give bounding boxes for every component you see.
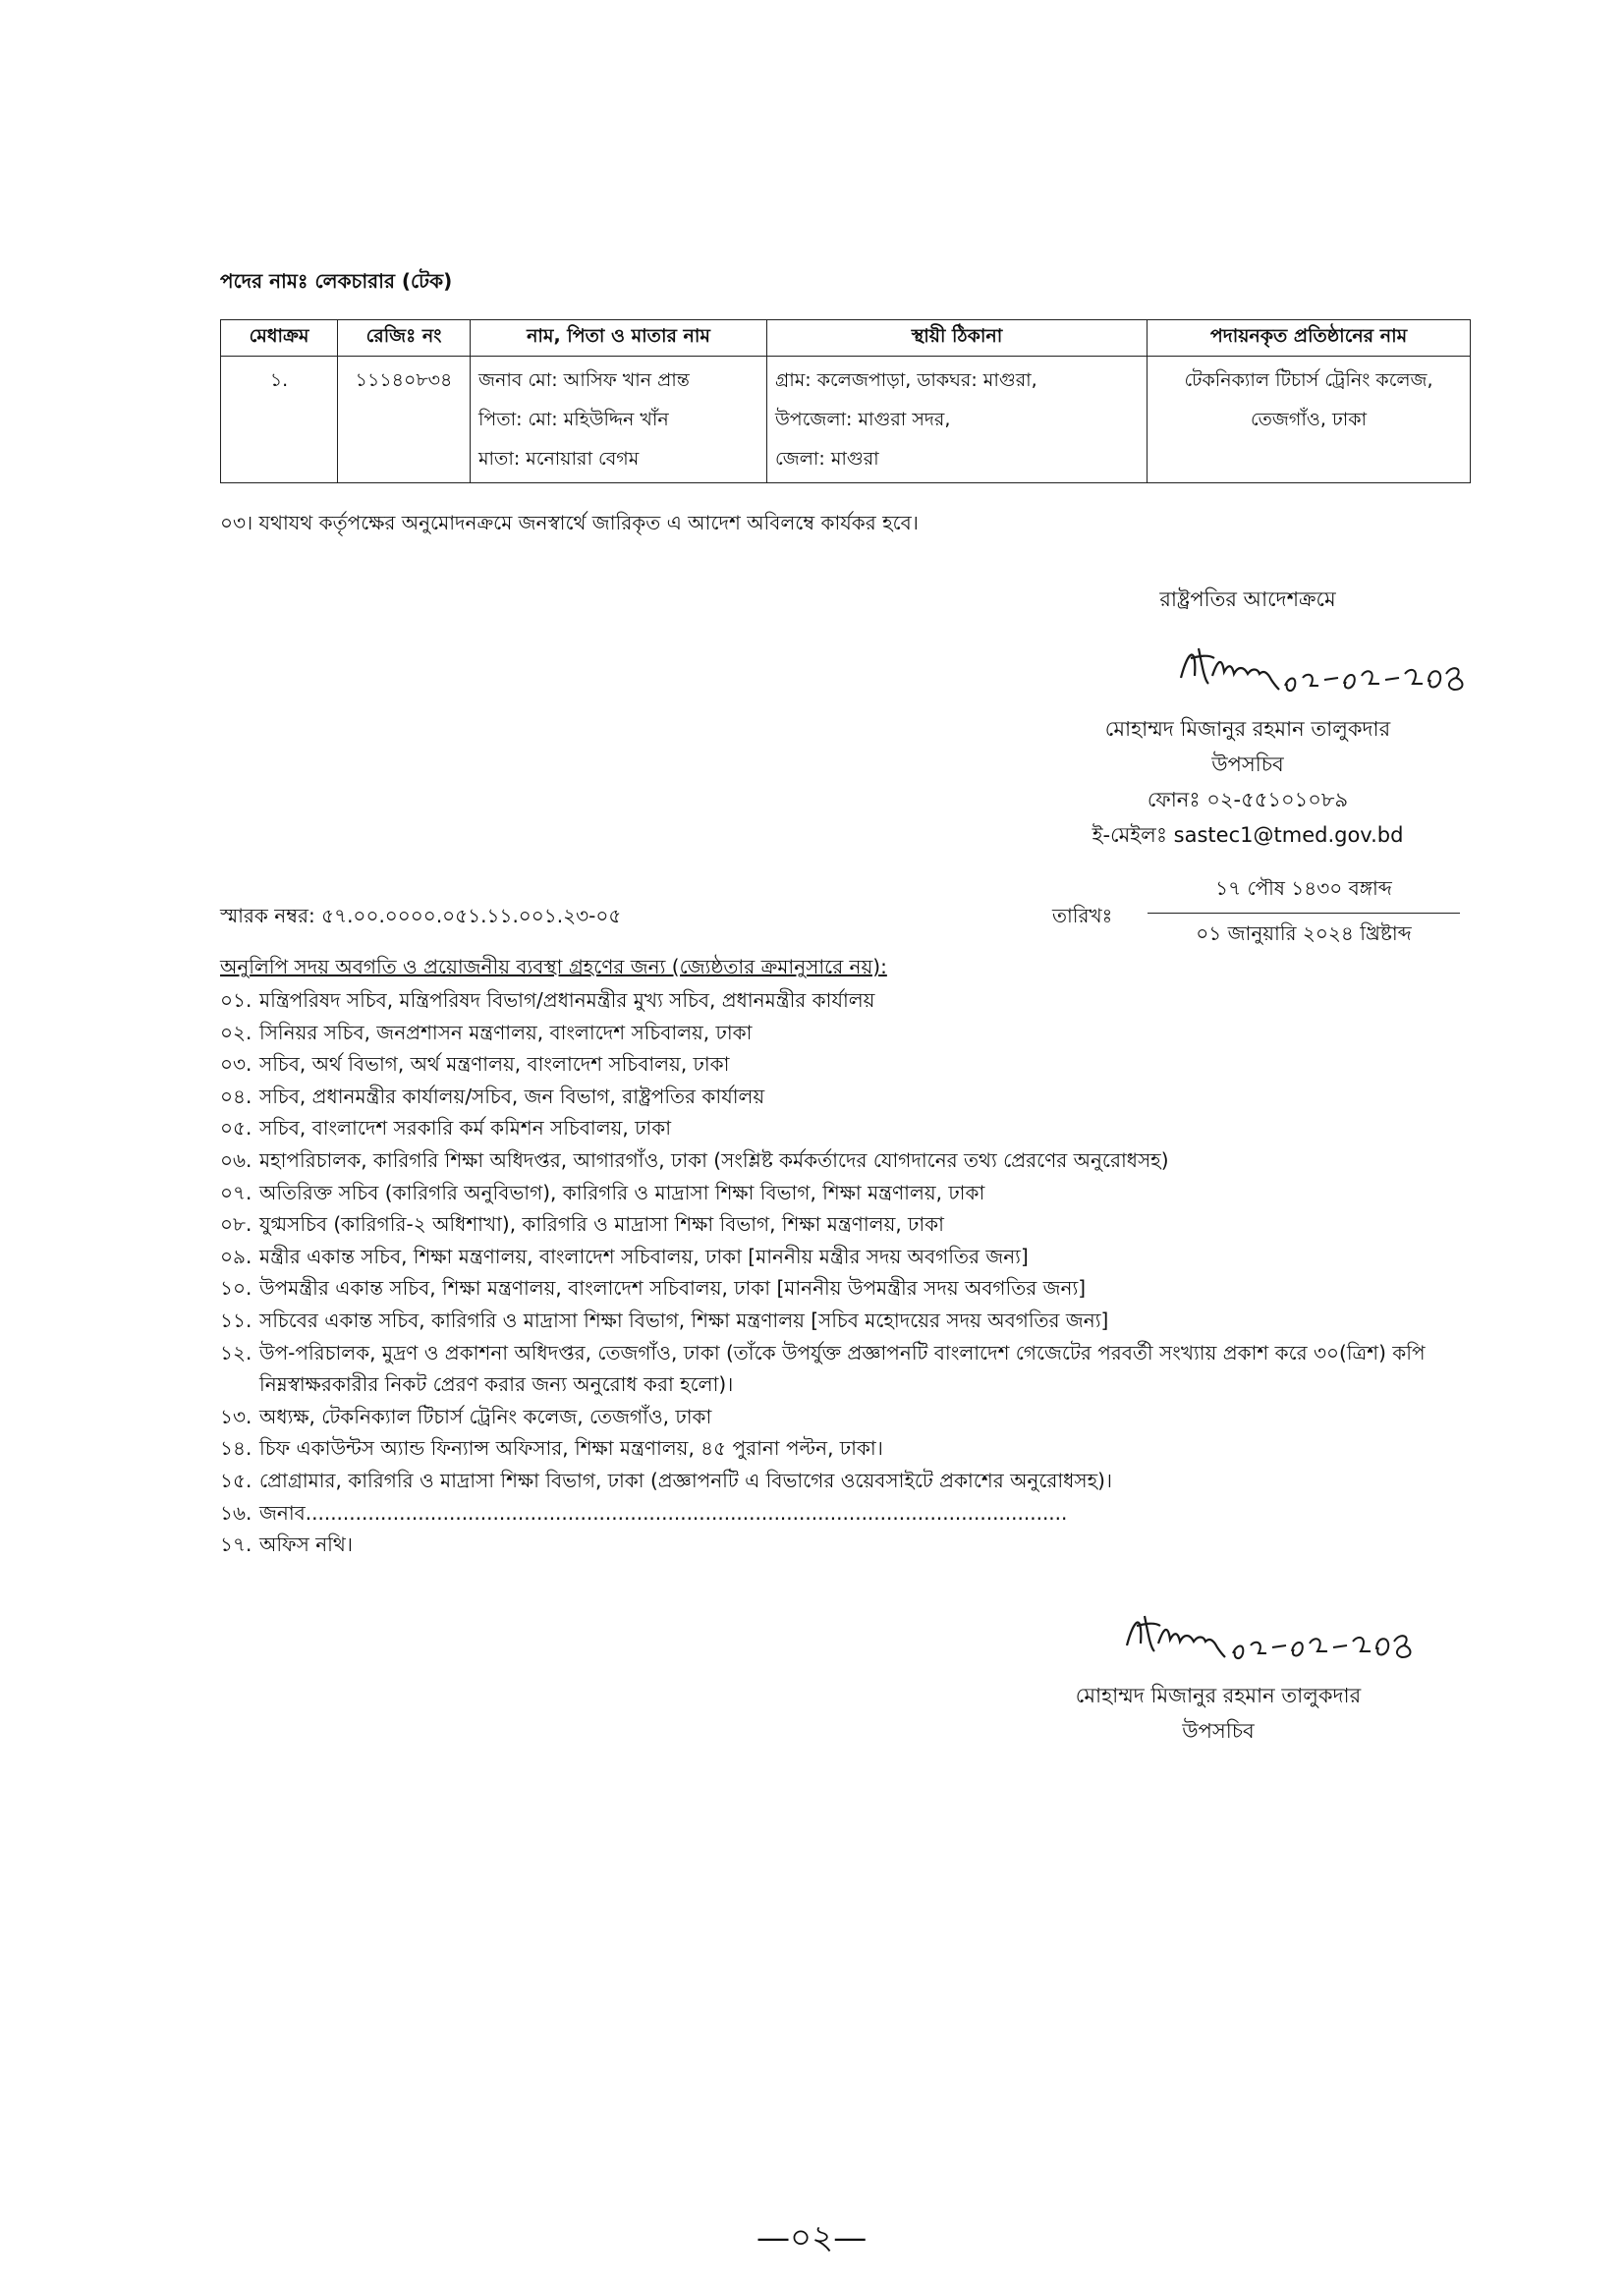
signatory-1-name: মোহাম্মদ মিজানুর রহমান তালুকদার bbox=[1104, 717, 1391, 741]
date-label: তারিখঃ bbox=[1052, 904, 1113, 927]
cell-reg-no: ১১১৪০৮৩৪ bbox=[338, 357, 471, 483]
institution-line-2: তেজগাঁও, ঢাকা bbox=[1250, 409, 1368, 430]
list-item bbox=[220, 1112, 1478, 1144]
header-name: নাম, পিতা ও মাতার নাম bbox=[471, 320, 767, 357]
paragraph-03: ০৩। যথাযথ কর্তৃপক্ষের অনুমোদনক্রমে জনস্বার্থে জারিকৃত এ আদেশ অবিলম্বে কার্যকর হবে। bbox=[220, 511, 919, 534]
list-item-text: সচিব, প্রধানমন্ত্রীর কার্যালয়/সচিব, জন বিভাগ, রাষ্ট্রপতির কার্যালয় bbox=[259, 1084, 765, 1108]
date-bangla: ১৭ পৌষ ১৪৩০ বঙ্গাব্দ bbox=[1148, 874, 1460, 914]
list-item-number: ১১. bbox=[220, 1308, 252, 1332]
list-item-number: ০১. bbox=[220, 988, 252, 1012]
signature-1-image bbox=[1169, 629, 1484, 707]
table-header-row bbox=[221, 320, 1471, 357]
list-item bbox=[220, 1177, 1478, 1209]
cell-institution bbox=[1148, 357, 1471, 483]
father-name: পিতা: মো: মহিউদ্দিন খাঁন bbox=[478, 409, 669, 430]
list-item-text: প্রোগ্রামার, কারিগরি ও মাদ্রাসা শিক্ষা বিভাগ, ঢাকা (প্রজ্ঞাপনটি এ বিভাগের ওয়েবসাইটে প্রকাশের অনুরোধসহ)। bbox=[259, 1468, 1113, 1492]
list-item bbox=[220, 1401, 1478, 1433]
list-item-text: সচিব, অর্থ বিভাগ, অর্থ মন্ত্রণালয়, বাংলাদেশ সচিবালয়, ঢাকা bbox=[259, 1052, 730, 1077]
list-item-text: সিনিয়র সচিব, জনপ্রশাসন মন্ত্রণালয়, বাংলাদেশ সচিবালয়, ঢাকা bbox=[259, 1020, 753, 1044]
list-item-text: জনাব.......................................................................................................................... bbox=[259, 1500, 1068, 1525]
list-item-text: অতিরিক্ত সচিব (কারিগরি অনুবিভাগ), কারিগরি ও মাদ্রাসা শিক্ষা বিভাগ, শিক্ষা মন্ত্রণালয়, ঢাকা bbox=[259, 1180, 985, 1204]
list-item bbox=[220, 1305, 1478, 1337]
list-item-number: ১৫. bbox=[220, 1468, 252, 1492]
list-item-text: অফিস নথি। bbox=[259, 1532, 353, 1557]
list-item-text: সচিব, বাংলাদেশ সরকারি কর্ম কমিশন সচিবালয়, ঢাকা bbox=[259, 1116, 672, 1141]
list-item bbox=[220, 1337, 1478, 1401]
list-item-number: ১৭. bbox=[220, 1532, 252, 1557]
president-order-line: রাষ্ট্রপতির আদেশক্রমে bbox=[1159, 587, 1336, 611]
list-item-number: ১৪. bbox=[220, 1436, 252, 1461]
address-line-3: জেলা: মাগুরা bbox=[775, 448, 879, 470]
signatory-1-phone: ফোনঃ ০২-৫৫১০১০৮৯ bbox=[1147, 788, 1349, 811]
list-item-number: ১০. bbox=[220, 1276, 252, 1301]
signatory-2-name: মোহাম্মদ মিজানুর রহমান তালুকদার bbox=[1075, 1684, 1362, 1707]
list-item-text: অধ্যক্ষ, টেকনিক্যাল টিচার্স ট্রেনিং কলেজ, তেজগাঁও, ঢাকা bbox=[259, 1404, 712, 1428]
list-item-number: ০৪. bbox=[220, 1084, 252, 1108]
list-item bbox=[220, 1144, 1478, 1177]
mother-name: মাতা: মনোয়ারা বেগম bbox=[478, 448, 640, 470]
list-item-text: চিফ একাউন্টস অ্যান্ড ফিন্যান্স অফিসার, শিক্ষা মন্ত্রণালয়, ৪৫ পুরানা পল্টন, ঢাকা। bbox=[259, 1436, 883, 1461]
list-item bbox=[220, 1048, 1478, 1081]
list-item bbox=[220, 984, 1478, 1017]
list-item-text: মন্ত্রীর একান্ত সচিব, শিক্ষা মন্ত্রণালয়, বাংলাদেশ সচিবালয়, ঢাকা [মাননীয় মন্ত্রীর সদয় অবগতির জন্য] bbox=[259, 1244, 1029, 1268]
list-item bbox=[220, 1432, 1478, 1465]
list-item-number: ০৩. bbox=[220, 1052, 252, 1077]
list-item-text: উপ-পরিচালক, মুদ্রণ ও প্রকাশনা অধিদপ্তর, তেজগাঁও, ঢাকা (তাঁকে উপর্যুক্ত প্রজ্ঞাপনটি বাংলাদেশ গেজেটের পরবর্তী সংখ্যায় প্রকাশ করে ৩০(ত্রিশ) কপি নিম্নস্বাক্ষরকারীর নিকট প্রেরণ করার জন্য অনুরোধ করা হলো)। bbox=[259, 1340, 1426, 1397]
institution-line-1: টেকনিক্যাল টিচার্স ট্রেনিং কলেজ, bbox=[1184, 369, 1433, 391]
list-item-text: উপমন্ত্রীর একান্ত সচিব, শিক্ষা মন্ত্রণালয়, বাংলাদেশ সচিবালয়, ঢাকা [মাননীয় উপমন্ত্রীর সদয় অবগতির জন্য] bbox=[259, 1276, 1087, 1301]
header-address: স্থায়ী ঠিকানা bbox=[767, 320, 1148, 357]
signatory-1-email: ই-মেইলঃ sastec1@tmed.gov.bd bbox=[1092, 823, 1404, 847]
list-item bbox=[220, 1272, 1478, 1305]
list-item-number: ১৬. bbox=[220, 1500, 252, 1525]
date-box bbox=[1148, 874, 1460, 952]
list-item bbox=[220, 1017, 1478, 1049]
appointment-table bbox=[220, 319, 1471, 483]
header-serial: মেধাক্রম bbox=[221, 320, 338, 357]
list-item-text: যুগ্মসচিব (কারিগরি-২ অধিশাখা), কারিগরি ও মাদ্রাসা শিক্ষা বিভাগ, শিক্ষা মন্ত্রণালয়, ঢাকা bbox=[259, 1212, 944, 1237]
list-item bbox=[220, 1465, 1478, 1497]
list-item-number: ১২. bbox=[220, 1340, 252, 1365]
cell-address bbox=[767, 357, 1148, 483]
list-item-text: সচিবের একান্ত সচিব, কারিগরি ও মাদ্রাসা শিক্ষা বিভাগ, শিক্ষা মন্ত্রণালয় [সচিব মহোদয়ের সদয় অবগতির জন্য] bbox=[259, 1308, 1109, 1332]
address-line-2: উপজেলা: মাগুরা সদর, bbox=[775, 409, 951, 430]
list-item-text: মহাপরিচালক, কারিগরি শিক্ষা অধিদপ্তর, আগারগাঁও, ঢাকা (সংশ্লিষ্ট কর্মকর্তাদের যোগদানের তথ্য প্রেরণের অনুরোধসহ) bbox=[259, 1147, 1169, 1172]
table-row bbox=[221, 357, 1471, 483]
list-item-number: ১৩. bbox=[220, 1404, 252, 1428]
address-line-1: গ্রাম: কলেজপাড়া, ডাকঘর: মাগুরা, bbox=[775, 369, 1037, 391]
list-item-number: ০৫. bbox=[220, 1116, 252, 1141]
list-item-number: ০৮. bbox=[220, 1212, 252, 1237]
cell-name bbox=[471, 357, 767, 483]
cell-serial: ১. bbox=[221, 357, 338, 483]
list-item-number: ০৬. bbox=[220, 1147, 252, 1172]
list-item-number: ০৯. bbox=[220, 1244, 252, 1268]
date-english: ০১ জানুয়ারি ২০২৪ খ্রিষ্টাব্দ bbox=[1196, 921, 1412, 945]
cc-heading: অনুলিপি সদয় অবগতি ও প্রয়োজনীয় ব্যবস্থা গ্রহণের জন্য (জ্যেষ্ঠতার ক্রমানুসারে নয়): bbox=[220, 955, 887, 978]
list-item-number: ০৭. bbox=[220, 1180, 252, 1204]
memo-number: স্মারক নম্বর: ৫৭.০০.০০০০.০৫১.১১.০০১.২৩-০৫ bbox=[220, 904, 622, 927]
post-title: পদের নামঃ লেকচারার (টেক) bbox=[220, 269, 453, 293]
signatory-2-designation: উপসচিব bbox=[1182, 1719, 1255, 1743]
signature-2-image bbox=[1115, 1596, 1439, 1675]
list-item bbox=[220, 1081, 1478, 1113]
list-item-number: ০২. bbox=[220, 1020, 252, 1044]
list-item bbox=[220, 1497, 1478, 1530]
cc-list bbox=[220, 984, 1478, 1561]
list-item bbox=[220, 1529, 1478, 1561]
list-item bbox=[220, 1241, 1478, 1273]
list-item-text: মন্ত্রিপরিষদ সচিব, মন্ত্রিপরিষদ বিভাগ/প্রধানমন্ত্রীর মুখ্য সচিব, প্রধানমন্ত্রীর কার্যালয় bbox=[259, 988, 875, 1012]
candidate-name: জনাব মো: আসিফ খান প্রান্ত bbox=[478, 369, 690, 391]
list-item bbox=[220, 1208, 1478, 1241]
page-number: —০২— bbox=[756, 2218, 868, 2257]
header-institution: পদায়নকৃত প্রতিষ্ঠানের নাম bbox=[1148, 320, 1471, 357]
header-reg-no: রেজিঃ নং bbox=[338, 320, 471, 357]
signatory-1-designation: উপসচিব bbox=[1211, 752, 1284, 776]
